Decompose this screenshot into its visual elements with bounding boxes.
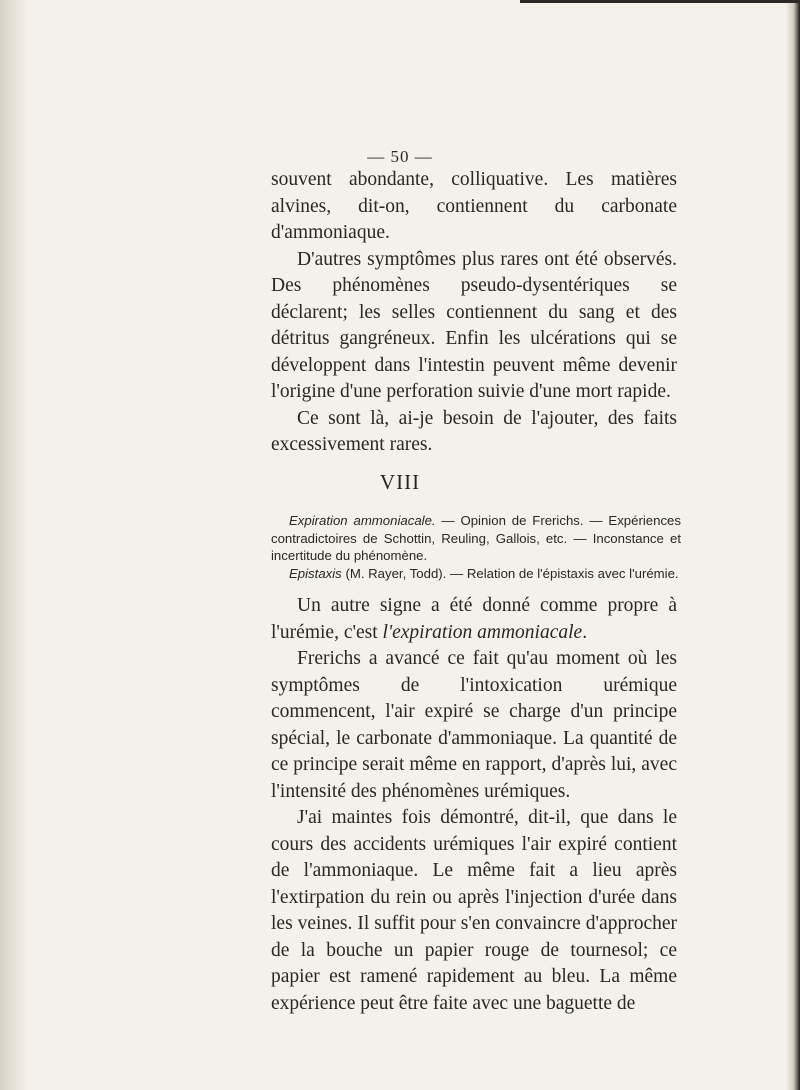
summary-text-expiration: — Opinion de Frerichs. — Expériences contradictoires de Schottin, Reuling, Gallois, etc. — Inconstance et incertitude du phénomène. bbox=[271, 513, 681, 563]
paragraph-rare-facts: Ce sont là, ai-je besoin de l'ajouter, des faits excessivement rares. bbox=[271, 407, 677, 455]
page-number: — 50 — bbox=[367, 147, 433, 166]
summary-line-epistaxis bbox=[271, 565, 681, 583]
top-rule bbox=[520, 0, 800, 3]
paragraph-demonstration: J'ai maintes fois démontré, dit-il, que dans le cours des accidents urémiques l'air expiré contient de l'ammoniaque. Le même fait a lieu après l'extirpation du rein ou après l'injection d'urée dans les veines. Il suffit pour s'en convaincre d'approcher de la bouche un papier rouge de tournesol; ce papier est ramené rapidement au bleu. La même expérience peut être faite avec une baguette de bbox=[271, 807, 677, 1014]
paragraph-symptoms: D'autres symptômes plus rares ont été observés. Des phénomènes pseudo-dysentériques se déclarent; les selles contiennent du sang et des détritus gangréneux. Enfin les ulcérations qui se développent dans l'intestin peuvent même devenir l'origine d'une perforation suivie d'une mort rapide. bbox=[271, 248, 677, 402]
paragraph-uremia-sign bbox=[271, 593, 677, 646]
section-heading: VIII bbox=[379, 470, 421, 494]
text-block-top bbox=[271, 167, 677, 459]
paragraph-frerichs: Frerichs a avancé ce fait qu'au moment où les symptômes de l'intoxication urémique commencent, l'air expiré se charge d'un principe spécial, le carbonate d'ammoniaque. La quantité de ce principe serait même en rapport, d'après lui, avec l'intensité des phénomènes urémiques. bbox=[271, 648, 677, 802]
summary-title-expiration: Expiration ammoniacale. bbox=[289, 513, 436, 528]
paragraph-uremia-sign-end: . bbox=[582, 621, 588, 643]
summary-line-expiration bbox=[271, 512, 681, 565]
paragraph-continuation: souvent abondante, colliquative. Les matières alvines, dit-on, contiennent du carbonate d'ammoniaque. bbox=[271, 169, 677, 243]
paragraph-uremia-sign-emphasis: l'expiration ammoniacale bbox=[382, 621, 583, 643]
section-summary bbox=[271, 512, 681, 582]
text-block-bottom bbox=[271, 593, 677, 1017]
summary-title-epistaxis: Epistaxis bbox=[289, 565, 342, 581]
paragraph-uremia-sign-text: Un autre signe a été donné comme propre à l'urémie, c'est bbox=[271, 595, 677, 643]
summary-text-epistaxis: (M. Rayer, Todd). — Relation de l'épistaxis avec l'urémie. bbox=[341, 565, 679, 581]
